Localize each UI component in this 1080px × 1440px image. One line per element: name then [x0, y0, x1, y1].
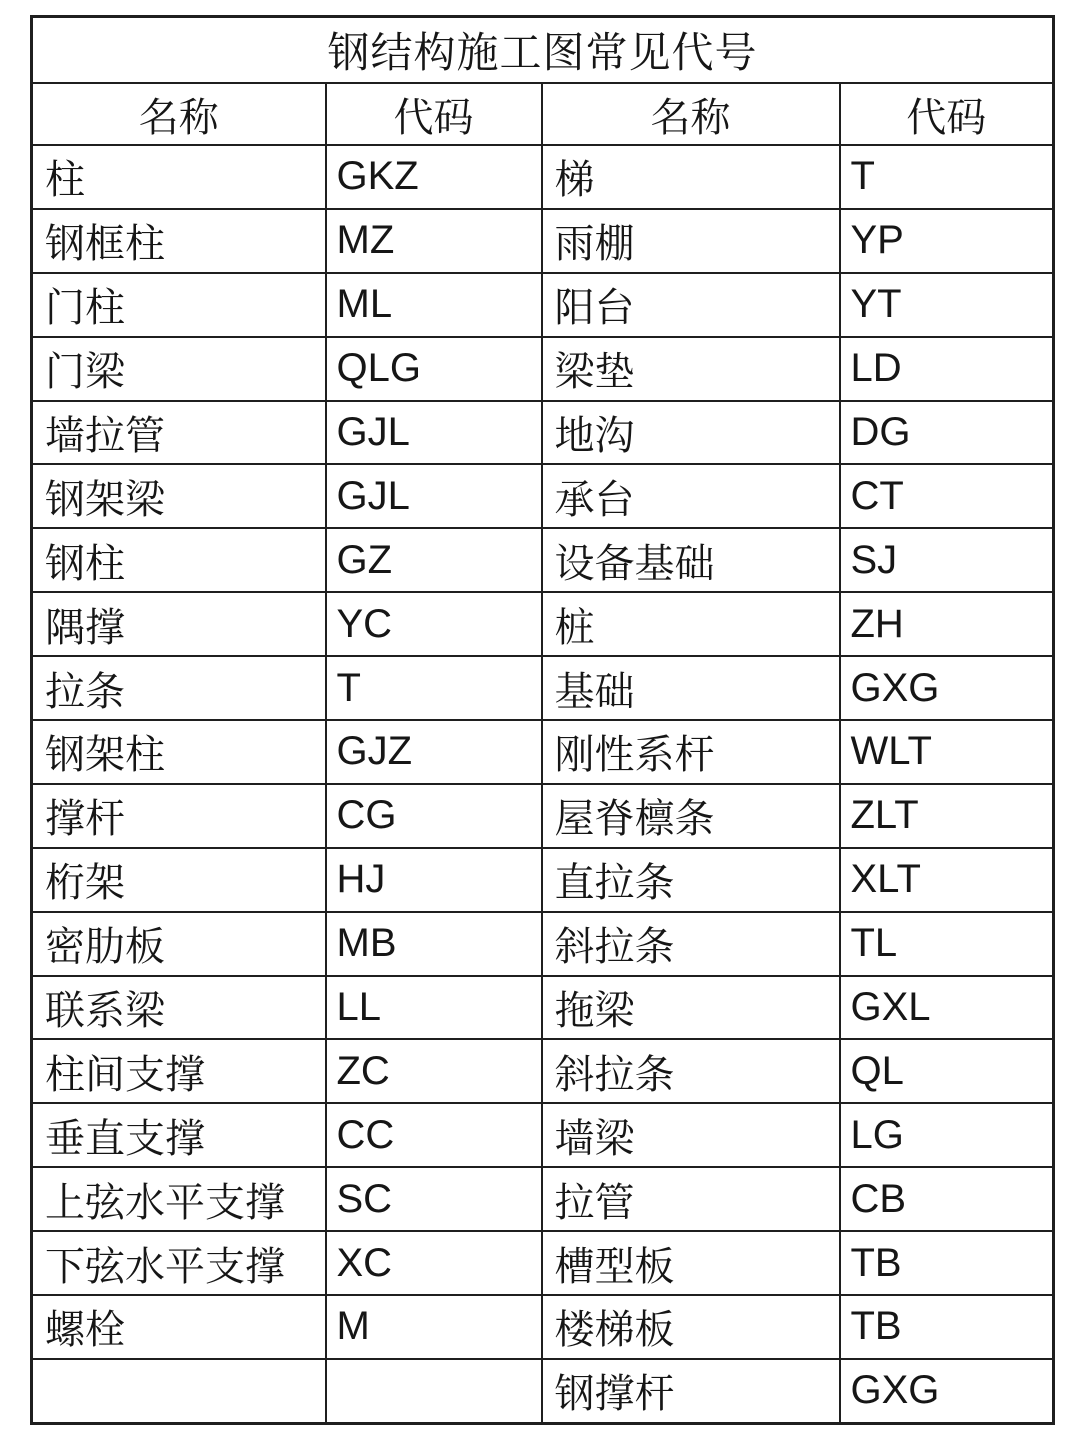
item-name: 直拉条: [542, 848, 840, 912]
table-title: 钢结构施工图常见代号: [32, 17, 1054, 84]
item-name: 承台: [542, 464, 840, 528]
item-name: 密肋板: [32, 912, 326, 976]
table-row: [32, 784, 1054, 848]
table-row: [32, 720, 1054, 784]
item-code: GKZ: [326, 145, 542, 209]
item-name: 柱: [32, 145, 326, 209]
item-name: 柱间支撑: [32, 1039, 326, 1103]
item-code: TB: [840, 1231, 1054, 1295]
item-code: CT: [840, 464, 1054, 528]
item-code: QLG: [326, 337, 542, 401]
table-header-row: [32, 83, 1054, 145]
item-code: ML: [326, 273, 542, 337]
item-name: 雨棚: [542, 209, 840, 273]
item-code: MZ: [326, 209, 542, 273]
item-name: 拖梁: [542, 976, 840, 1040]
table-row: [32, 337, 1054, 401]
table-row: [32, 145, 1054, 209]
item-name: 钢框柱: [32, 209, 326, 273]
table-row: [32, 848, 1054, 912]
item-name: 基础: [542, 656, 840, 720]
item-code: LG: [840, 1103, 1054, 1167]
item-code: T: [840, 145, 1054, 209]
item-code: GXG: [840, 1359, 1054, 1424]
item-code: MB: [326, 912, 542, 976]
item-name: 墙梁: [542, 1103, 840, 1167]
item-name: 阳台: [542, 273, 840, 337]
table-row: [32, 912, 1054, 976]
item-name: 梁垫: [542, 337, 840, 401]
item-code: YC: [326, 592, 542, 656]
table-title-row: [32, 17, 1054, 84]
table-row: [32, 1359, 1054, 1424]
table-row: [32, 1039, 1054, 1103]
item-code: GJL: [326, 401, 542, 465]
item-name: 钢撑杆: [542, 1359, 840, 1424]
table-row: [32, 528, 1054, 592]
item-name: 螺栓: [32, 1295, 326, 1359]
item-name: 刚性系杆: [542, 720, 840, 784]
item-name: [32, 1359, 326, 1424]
table-row: [32, 1231, 1054, 1295]
item-name: 隅撑: [32, 592, 326, 656]
header-code-left: 代码: [326, 83, 542, 145]
item-name: 钢柱: [32, 528, 326, 592]
item-code: WLT: [840, 720, 1054, 784]
item-code: TB: [840, 1295, 1054, 1359]
item-code: CB: [840, 1167, 1054, 1231]
item-code: LL: [326, 976, 542, 1040]
item-name: 钢架柱: [32, 720, 326, 784]
item-name: 拉条: [32, 656, 326, 720]
header-name-right: 名称: [542, 83, 840, 145]
table-row: [32, 273, 1054, 337]
item-code: XLT: [840, 848, 1054, 912]
header-code-right: 代码: [840, 83, 1054, 145]
item-code: SC: [326, 1167, 542, 1231]
item-code: LD: [840, 337, 1054, 401]
table-row: [32, 592, 1054, 656]
item-code: YP: [840, 209, 1054, 273]
table-row: [32, 656, 1054, 720]
table-row: [32, 401, 1054, 465]
item-code: SJ: [840, 528, 1054, 592]
table-row: [32, 464, 1054, 528]
item-code: GXG: [840, 656, 1054, 720]
item-name: 地沟: [542, 401, 840, 465]
item-name: 槽型板: [542, 1231, 840, 1295]
table-row: [32, 976, 1054, 1040]
item-name: 门梁: [32, 337, 326, 401]
item-code: DG: [840, 401, 1054, 465]
item-code: ZH: [840, 592, 1054, 656]
table-row: [32, 209, 1054, 273]
item-code: CG: [326, 784, 542, 848]
item-code: ZC: [326, 1039, 542, 1103]
item-code: [326, 1359, 542, 1424]
item-code: TL: [840, 912, 1054, 976]
item-name: 屋脊檩条: [542, 784, 840, 848]
item-code: M: [326, 1295, 542, 1359]
header-name-left: 名称: [32, 83, 326, 145]
item-code: XC: [326, 1231, 542, 1295]
table-row: [32, 1167, 1054, 1231]
item-name: 斜拉条: [542, 1039, 840, 1103]
item-code: GXL: [840, 976, 1054, 1040]
item-name: 拉管: [542, 1167, 840, 1231]
item-code: GJL: [326, 464, 542, 528]
item-name: 设备基础: [542, 528, 840, 592]
steel-code-table: [30, 15, 1055, 1425]
item-code: ZLT: [840, 784, 1054, 848]
item-name: 梯: [542, 145, 840, 209]
item-name: 斜拉条: [542, 912, 840, 976]
item-code: CC: [326, 1103, 542, 1167]
item-name: 钢架梁: [32, 464, 326, 528]
item-name: 门柱: [32, 273, 326, 337]
item-name: 垂直支撑: [32, 1103, 326, 1167]
item-name: 桁架: [32, 848, 326, 912]
table-row: [32, 1295, 1054, 1359]
item-name: 上弦水平支撑: [32, 1167, 326, 1231]
item-name: 下弦水平支撑: [32, 1231, 326, 1295]
item-code: GJZ: [326, 720, 542, 784]
item-code: T: [326, 656, 542, 720]
table-row: [32, 1103, 1054, 1167]
item-name: 联系梁: [32, 976, 326, 1040]
item-name: 桩: [542, 592, 840, 656]
item-name: 撑杆: [32, 784, 326, 848]
item-name: 楼梯板: [542, 1295, 840, 1359]
item-code: HJ: [326, 848, 542, 912]
item-name: 墙拉管: [32, 401, 326, 465]
item-code: QL: [840, 1039, 1054, 1103]
item-code: YT: [840, 273, 1054, 337]
item-code: GZ: [326, 528, 542, 592]
